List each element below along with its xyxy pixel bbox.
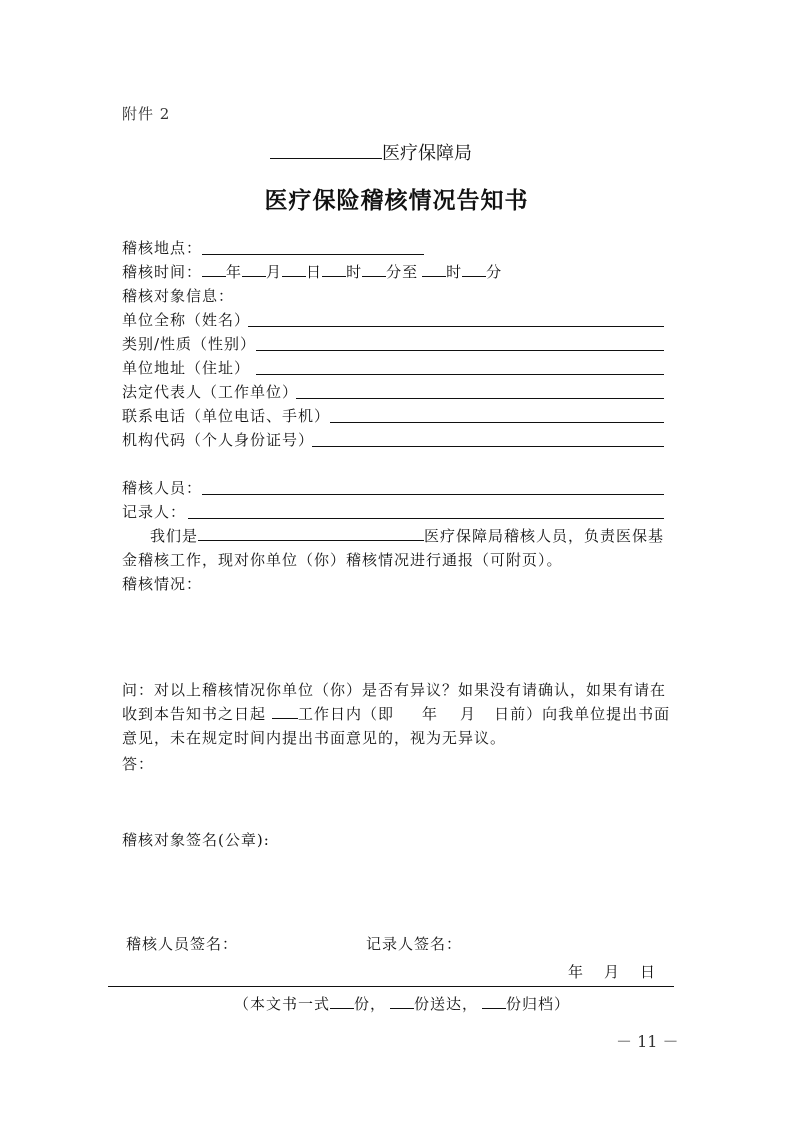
time-unit-hour: 时	[346, 263, 363, 281]
statement-line-2: 金稽核工作，现对你单位（你）稽核情况进行通报（可附页）。	[122, 551, 563, 569]
question-line-3: 意见，未在规定时间内提出书面意见的，视为无异议。	[122, 729, 507, 747]
time-day-blank[interactable]	[282, 262, 306, 277]
subject-row-label: 联系电话（单位电话、手机）	[122, 407, 331, 425]
agency-suffix: 医疗保障局	[382, 143, 472, 164]
time-end-minute-blank[interactable]	[462, 262, 486, 277]
subject-row-label: 单位全称（姓名）	[122, 311, 251, 329]
subject-category-field[interactable]	[256, 350, 664, 351]
attachment-label: 附件 2	[122, 105, 171, 123]
subject-row-label: 机构代码（个人身份证号）	[122, 431, 315, 449]
auditor-signature-label: 稽核人员签名：	[126, 935, 239, 953]
answer-label: 答：	[122, 755, 155, 773]
time-label: 稽核时间：	[122, 263, 203, 281]
question-deadline-mid: 工作日内（即	[298, 705, 395, 723]
question-line-1: 问：对以上稽核情况你单位（你）是否有异议？如果没有请确认，如果有请在	[122, 681, 667, 699]
time-year-blank[interactable]	[202, 262, 226, 277]
time-unit-end-hour: 时	[446, 263, 463, 281]
date-month: 月	[604, 963, 621, 981]
time-end-hour-blank[interactable]	[422, 262, 446, 277]
question-deadline-suffix: 日前）向我单位提出书面	[494, 705, 671, 723]
subject-code-field[interactable]	[312, 446, 664, 447]
time-unit-end-minute: 分	[486, 263, 503, 281]
subject-row-label: 单位地址（住址）	[122, 359, 251, 377]
auditor-field[interactable]	[202, 494, 664, 495]
page-number: － 11 －	[616, 1032, 679, 1051]
time-hour-blank[interactable]	[322, 262, 346, 277]
statement-prefix: 我们是	[150, 527, 199, 545]
time-minute-blank[interactable]	[362, 262, 386, 277]
time-month-blank[interactable]	[242, 262, 266, 277]
question-deadline-month: 月	[460, 705, 477, 723]
time-unit-minute-to: 分至	[386, 263, 419, 281]
time-unit-day: 日	[306, 263, 323, 281]
subject-row-label: 类别/性质（性别）	[122, 335, 257, 353]
question-deadline-year: 年	[422, 705, 439, 723]
situation-label: 稽核情况：	[122, 575, 203, 593]
date-day: 日	[640, 963, 657, 981]
subject-name-field[interactable]	[248, 326, 664, 327]
copies-delivered-blank[interactable]	[390, 994, 414, 1009]
document-title: 医疗保险稽核情况告知书	[264, 187, 529, 214]
statement-line-1	[150, 526, 664, 546]
agency-blank[interactable]	[270, 140, 382, 159]
statement-suffix: 医疗保障局稽核人员，负责医保基	[424, 527, 665, 545]
copies-archived-blank[interactable]	[482, 994, 506, 1009]
copies-archived-suffix: 份归档）	[506, 995, 571, 1013]
location-label: 稽核地点：	[122, 239, 203, 257]
agency-heading	[270, 140, 472, 166]
copies-total-blank[interactable]	[330, 994, 354, 1009]
location-field[interactable]	[202, 254, 424, 255]
time-unit-month: 月	[266, 263, 283, 281]
copies-delivered-suffix: 份送达，	[414, 995, 479, 1013]
copies-total-suffix: 份，	[354, 995, 387, 1013]
recorder-field[interactable]	[188, 518, 664, 519]
recorder-label: 记录人：	[122, 503, 187, 521]
footer-divider	[108, 986, 674, 987]
auditor-label: 稽核人员：	[122, 479, 203, 497]
recorder-signature-label: 记录人签名：	[366, 935, 463, 953]
subject-row-label: 法定代表人（工作单位）	[122, 383, 299, 401]
date-year: 年	[568, 963, 585, 981]
subject-address-field[interactable]	[256, 374, 664, 375]
signature-date	[568, 962, 656, 982]
copies-note	[234, 994, 570, 1014]
agency-name-blank[interactable]	[198, 526, 424, 541]
subject-representative-field[interactable]	[296, 398, 664, 399]
workdays-blank[interactable]	[272, 704, 298, 719]
subject-info-label: 稽核对象信息：	[122, 287, 235, 305]
time-row	[122, 262, 502, 282]
subject-phone-field[interactable]	[330, 422, 664, 423]
question-line-2	[122, 704, 670, 724]
subject-signature-label: 稽核对象签名(公章):	[122, 831, 270, 849]
question-deadline-prefix: 收到本告知书之日起	[122, 705, 267, 723]
copies-prefix: （本文书一式	[234, 995, 331, 1013]
time-unit-year: 年	[226, 263, 243, 281]
